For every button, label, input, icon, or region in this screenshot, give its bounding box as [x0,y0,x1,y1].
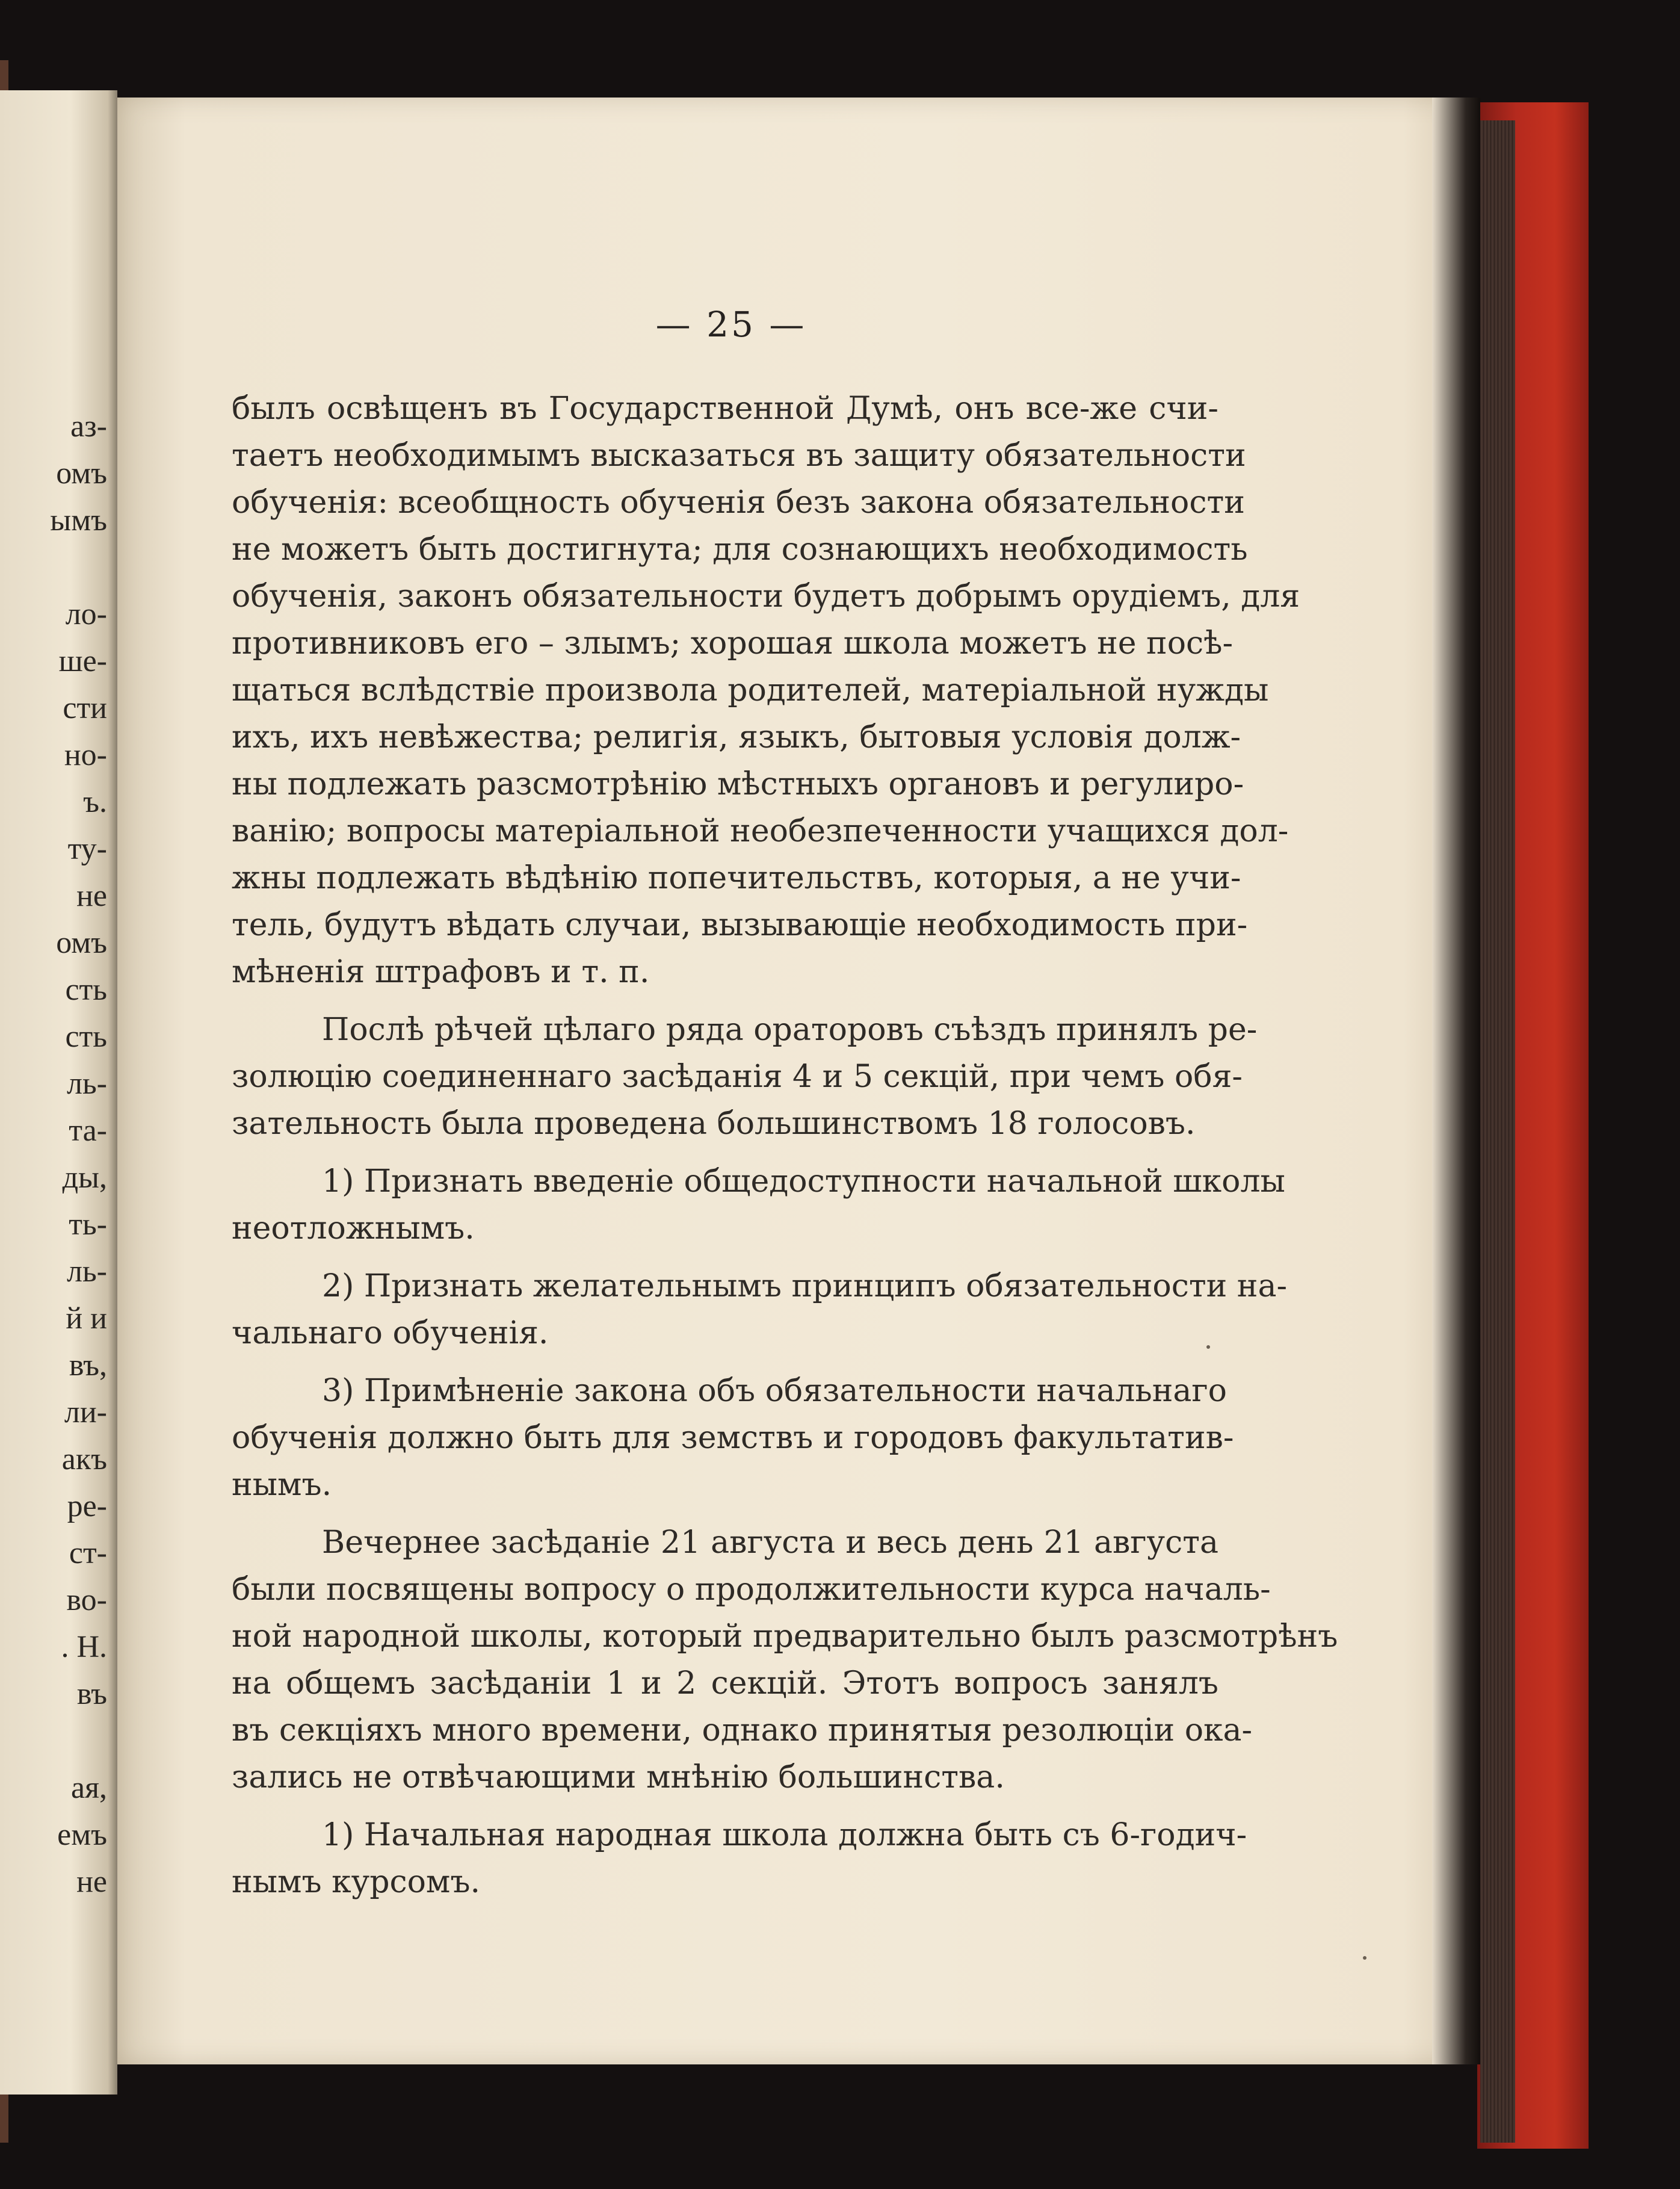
paragraph-gap [232,1508,1218,1519]
previous-page-fragment: ше- [58,644,107,678]
previous-page-fragment [0,544,107,591]
paragraph [232,1158,1285,1252]
text-line: былъ освѣщенъ въ Государственной Думѣ, онъ все-же счи- [232,391,1218,427]
text-line: обученія: всеобщность обученія безъ закона обязательности [232,485,1245,521]
text-line: противниковъ его – злымъ; хорошая школа можетъ не посѣ- [232,625,1234,661]
previous-page-fragment: во- [66,1583,107,1617]
text-line: въ секціяхъ много времени, однако принятыя резолюціи ока- [232,1712,1253,1748]
previous-page-fragment: емъ [57,1818,107,1852]
text-line: ванію; вопросы матеріальной необезпеченности учащихся дол- [232,813,1289,849]
text-line: не можетъ быть достигнута; для сознающихъ необходимость [232,531,1248,568]
text-line: 1) Признать введеніе общедоступности начальной школы [322,1163,1285,1200]
paragraph [232,1006,1258,1147]
previous-page-fragment: й и [66,1301,107,1336]
paragraph [232,385,1300,995]
previous-page-fragment: ть- [69,1207,107,1242]
previous-page-fragment: ст- [69,1536,107,1570]
previous-page-fragment: ли- [64,1395,107,1429]
previous-page-fragment: сть [65,973,107,1007]
text-line: Послѣ рѣчей цѣлаго ряда ораторовъ съѣздъ принялъ ре- [322,1012,1258,1048]
previous-page-line-ends [0,403,107,1906]
page-number: — 25 — [655,304,807,345]
text-line: зательность была проведена большинствомъ 18 голосовъ. [232,1106,1196,1142]
text-line: неотложнымъ. [232,1210,475,1246]
paragraph-gap [232,1252,1218,1263]
previous-page-fragment: сть [65,1020,107,1054]
paragraph-gap [232,995,1218,1006]
text-line: золюцію соединеннаго засѣданія 4 и 5 секцій, при чемъ обя- [232,1059,1243,1095]
text-line: тель, будутъ вѣдать случаи, вызывающіе необходимость при- [232,907,1248,943]
text-line: 1) Начальная народная школа должна быть съ 6-годич- [322,1817,1247,1853]
ink-speck [1363,1956,1367,1960]
text-line: мѣненія штрафовъ и т. п. [232,954,650,990]
previous-page-fragment: . Н. [61,1630,107,1664]
previous-page-fragment: въ [76,1677,107,1711]
text-line: были посвящены вопросу о продолжительности курса началь- [232,1571,1271,1608]
paragraph [232,1812,1247,1906]
paragraph [232,1367,1234,1508]
previous-page-fragment: ль- [67,1067,107,1101]
previous-page-fragment: омъ [56,926,107,960]
previous-page-fragment: не [76,1865,107,1899]
text-line: жны подлежать вѣдѣнію попечительствъ, которыя, а не учи- [232,860,1241,896]
previous-page-fragment: но- [64,738,107,772]
paragraph [232,1263,1288,1357]
text-line: ны подлежать разсмотрѣнію мѣстныхъ органовъ и регулиро- [232,766,1244,802]
previous-page-fragment: ре- [67,1489,107,1523]
previous-page-fragment: не [76,879,107,913]
previous-page-fragment: ая, [71,1771,107,1805]
paragraph-gap [232,1357,1218,1367]
text-line: таетъ необходимымъ высказаться въ защиту обязательности [232,438,1246,474]
text-line: нымъ. [232,1467,332,1503]
paragraph-gap [232,1147,1218,1158]
previous-page-fragment: сти [63,691,107,725]
previous-page-fragment: ту- [67,832,107,866]
text-line: обученія, законъ обязательности будетъ добрымъ орудіемъ, для [232,578,1300,615]
previous-page-edge [0,90,117,2095]
previous-page-fragment: та- [69,1113,107,1148]
text-line: чальнаго обученія. [232,1315,549,1351]
previous-page-fragment: акъ [61,1442,107,1476]
previous-page-fragment: ды, [62,1160,107,1195]
paragraph-gap [232,1801,1218,1812]
page-gutter-shadow [1432,98,1480,2064]
text-line: 3) Примѣненіе закона объ обязательности начальнаго [322,1373,1227,1409]
previous-page-fragment: въ, [69,1348,107,1382]
previous-page-fragment [0,1718,107,1765]
text-line: на общемъ засѣданіи 1 и 2 секцій. Этотъ вопросъ занялъ [232,1665,1218,1701]
previous-page-fragment: ль- [67,1254,107,1289]
ink-speck [1206,1345,1210,1349]
text-line: ихъ, ихъ невѣжества; религія, языкъ, бытовыя условія долж- [232,719,1241,755]
paragraph [232,1519,1338,1801]
previous-page-fragment: аз- [70,409,107,444]
text-line: 2) Признать желательнымъ принципъ обязательности на- [322,1268,1288,1304]
previous-page-fragment: ло- [65,597,107,631]
previous-page-fragment: ымъ [50,503,107,537]
text-line: ной народной школы, который предварительно былъ разсмотрѣнъ [232,1618,1338,1655]
text-line: зались не отвѣчающими мнѣнію большинства. [232,1759,1005,1795]
page-fore-edge [1480,120,1515,2143]
text-line: нымъ курсомъ. [232,1864,480,1900]
body-text [232,385,1338,1906]
text-line: щаться вслѣдствіе произвола родителей, матеріальной нужды [232,672,1269,708]
previous-page-fragment: омъ [56,456,107,491]
previous-page-fragment: ъ. [83,785,107,819]
text-line: Вечернее засѣданіе 21 августа и весь день 21 августа [322,1525,1218,1561]
text-line: обученія должно быть для земствъ и городовъ факультатив- [232,1420,1234,1456]
